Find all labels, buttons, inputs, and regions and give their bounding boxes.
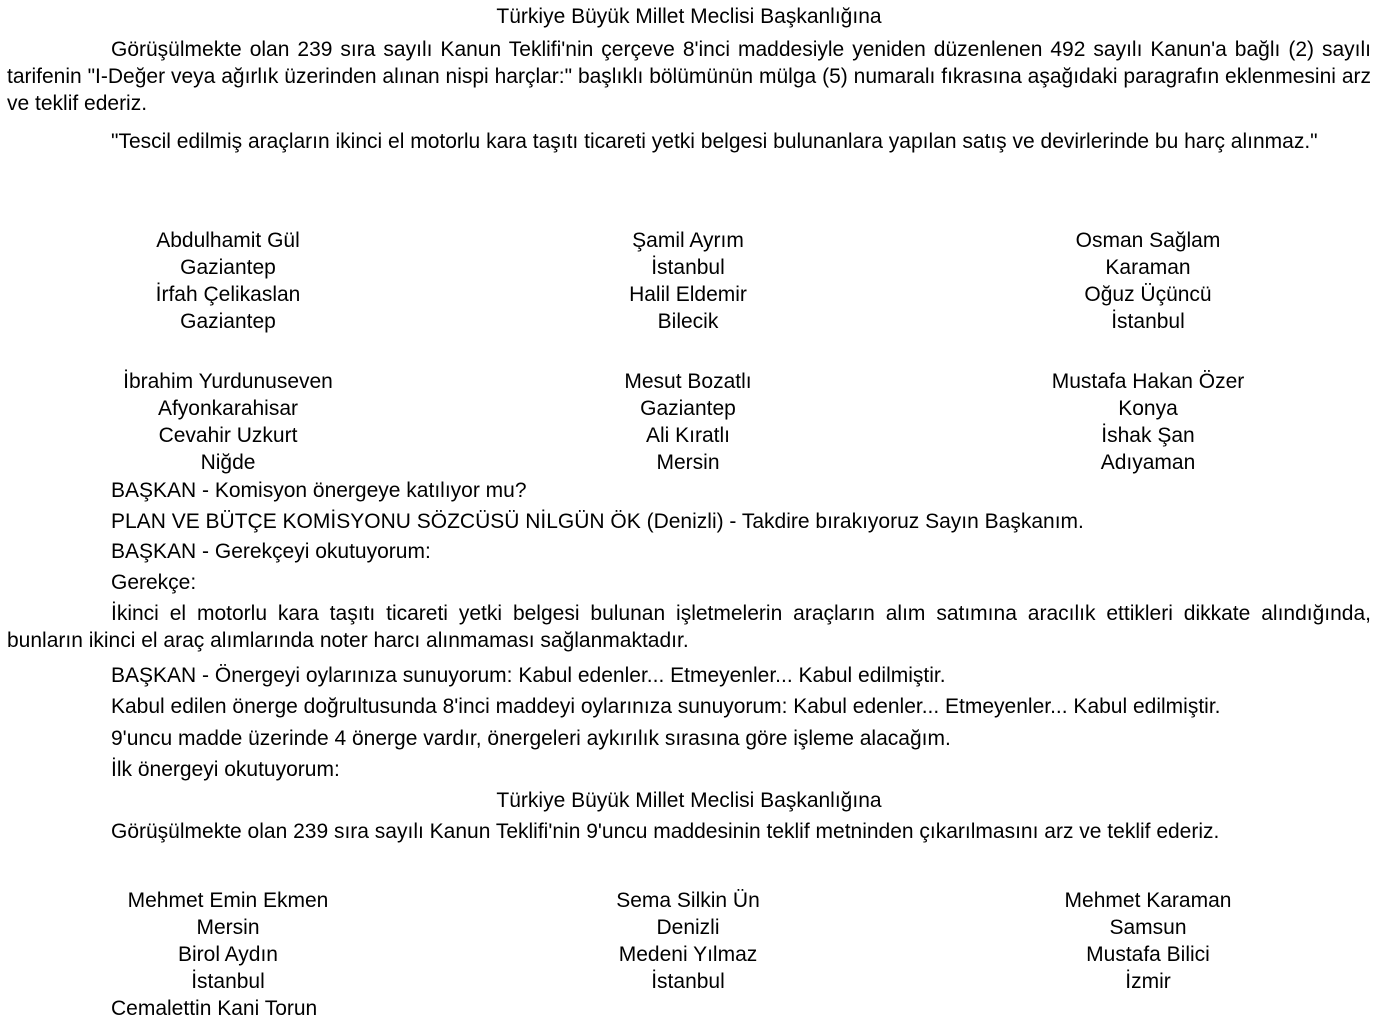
signatory-name: Mustafa Hakan Özer xyxy=(1051,370,1245,393)
signature-column-right xyxy=(948,368,1348,476)
signatory-name: Osman Sağlam xyxy=(1075,229,1221,252)
signatory-province: İstanbul xyxy=(651,256,725,279)
signatory-name: Mehmet Karaman xyxy=(1064,889,1232,912)
signatory-province: Bilecik xyxy=(657,310,719,333)
signatory-name: Mesut Bozatlı xyxy=(624,370,752,393)
signatory-province: Denizli xyxy=(656,916,720,939)
speaker-line: 9'uncu madde üzerinde 4 önerge vardır, önergeleri aykırılık sırasına göre işleme alacağım. xyxy=(111,727,951,750)
signatory-name: Ali Kıratlı xyxy=(645,424,731,447)
signatory-province: İzmir xyxy=(1125,970,1171,993)
justification-heading: Gerekçe: xyxy=(111,571,197,594)
signature-column-right xyxy=(948,887,1348,995)
address-heading: Türkiye Büyük Millet Meclisi Başkanlığına xyxy=(496,5,882,28)
signature-column-left xyxy=(28,887,428,995)
signature-column-middle xyxy=(488,368,888,476)
speaker-line: BAŞKAN - Önergeyi oylarınıza sunuyorum: Kabul edenler... Etmeyenler... Kabul edilmiştir. xyxy=(111,664,946,687)
speaker-line: İlk önergeyi okutuyorum: xyxy=(111,758,340,781)
signatory-province: Gaziantep xyxy=(180,256,276,279)
speaker-line: Kabul edilen önerge doğrultusunda 8'inci maddeyi oylarınıza sunuyorum: Kabul edenler... Etmeyenler... Kabul edilmiştir. xyxy=(111,695,1221,718)
signatory-name: Halil Eldemir xyxy=(629,283,747,306)
speaker-line: PLAN VE BÜTÇE KOMİSYONU SÖZCÜSÜ NİLGÜN ÖK (Denizli) - Takdire bırakıyoruz Sayın Başkanım. xyxy=(111,510,1084,533)
signatory-name: Cemalettin Kani Torun xyxy=(111,997,318,1020)
signatory-province: Mersin xyxy=(656,451,720,474)
signatory-province: Samsun xyxy=(1109,916,1187,939)
justification-text: İkinci el motorlu kara taşıtı ticareti yetki belgesi bulunan işletmelerin araçların alım satımına aracılık ettikleri dikkate alındığında, bunların ikinci el araç alımlarında noter harcı alınmaması sağlanmaktadır. xyxy=(7,602,1371,652)
signatory-name: Cevahir Uzkurt xyxy=(158,424,298,447)
signatory-name: Medeni Yılmaz xyxy=(618,943,758,966)
signature-column-middle xyxy=(488,227,888,335)
signatory-name: Abdulhamit Gül xyxy=(156,229,300,252)
signatory-name: İrfah Çelikaslan xyxy=(155,283,301,306)
signatory-province: Karaman xyxy=(1105,256,1191,279)
signatory-name: Şamil Ayrım xyxy=(632,229,744,252)
signatory-province: İstanbul xyxy=(651,970,725,993)
address-heading: Türkiye Büyük Millet Meclisi Başkanlığına xyxy=(496,789,882,812)
speaker-line: BAŞKAN - Gerekçeyi okutuyorum: xyxy=(111,540,431,563)
signatory-name: Mustafa Bilici xyxy=(1086,943,1210,966)
motion-text: Görüşülmekte olan 239 sıra sayılı Kanun Teklifi'nin 9'uncu maddesinin teklif metninden çıkarılmasını arz ve teklif ederiz. xyxy=(111,820,1220,843)
signature-column-left xyxy=(28,368,428,476)
motion-text: Görüşülmekte olan 239 sıra sayılı Kanun Teklifi'nin çerçeve 8'inci maddesiyle yeniden düzenlenen 492 sayılı Kanun'a bağlı (2) sayılı tarifenin "I-Değer veya ağırlık üzerinden alınan nispi harçlar:" başlıklı bölümünün mülga (5) numaralı fıkrasına aşağıdaki paragrafın eklenmesini arz ve teklif ederiz. xyxy=(7,38,1371,115)
signatory-province: Afyonkarahisar xyxy=(157,397,299,420)
signatory-province: İstanbul xyxy=(1111,310,1185,333)
signature-column-left xyxy=(28,227,428,335)
signature-column-middle xyxy=(488,887,888,995)
signatory-name: İbrahim Yurdunuseven xyxy=(123,370,333,393)
speaker-line: BAŞKAN - Komisyon önergeye katılıyor mu? xyxy=(111,479,527,502)
signatory-province: İstanbul xyxy=(191,970,265,993)
signatory-name: İshak Şan xyxy=(1101,424,1195,447)
signatory-name: Sema Silkin Ün xyxy=(616,889,760,912)
signatory-province: Gaziantep xyxy=(180,310,276,333)
signatory-name: Mehmet Emin Ekmen xyxy=(127,889,329,912)
signatory-province: Konya xyxy=(1118,397,1178,420)
signatory-province: Adıyaman xyxy=(1100,451,1196,474)
signatory-name: Birol Aydın xyxy=(177,943,278,966)
signatory-name: Oğuz Üçüncü xyxy=(1084,283,1212,306)
signatory-province: Gaziantep xyxy=(640,397,736,420)
signatory-province: Niğde xyxy=(200,451,256,474)
proposed-paragraph: "Tescil edilmiş araçların ikinci el motorlu kara taşıtı ticareti yetki belgesi bulunanlara yapılan satış ve devirlerinde bu harç alınmaz." xyxy=(111,130,1318,153)
signature-column-right xyxy=(948,227,1348,335)
signatory-province: Mersin xyxy=(196,916,260,939)
